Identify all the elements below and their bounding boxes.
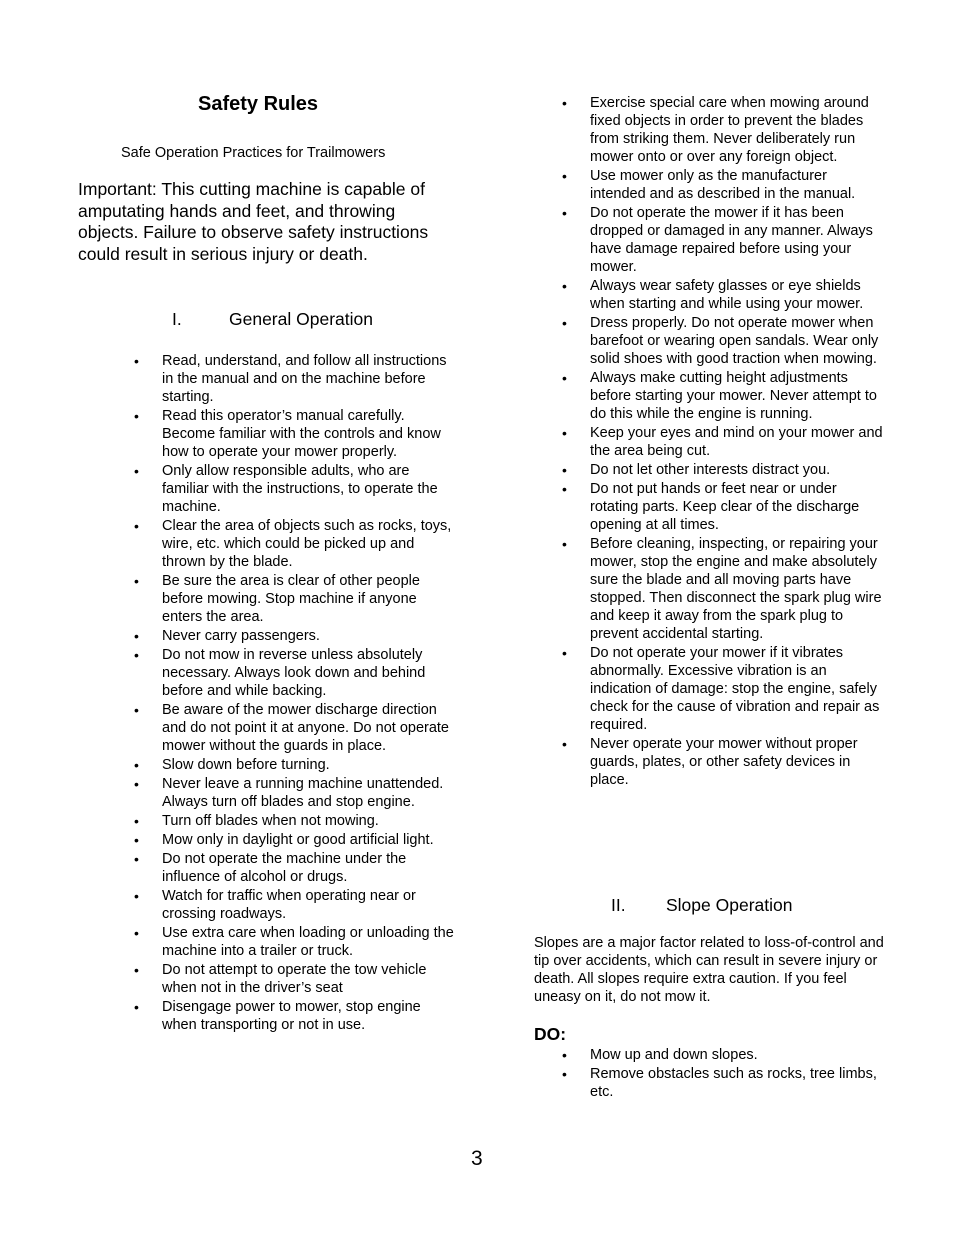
section-number: I. — [172, 309, 182, 329]
page-title: Safety Rules — [198, 93, 319, 115]
list-item-text: Remove obstacles such as rocks, tree limbs, etc. — [590, 1066, 877, 1100]
list-item — [134, 701, 454, 755]
bullet-icon: • — [562, 95, 567, 111]
list-item — [134, 812, 454, 830]
bullet-icon: • — [562, 168, 567, 184]
bullet-icon: • — [562, 1047, 567, 1063]
list-item — [134, 517, 454, 571]
bullet-icon: • — [562, 278, 567, 294]
bullet-icon: • — [562, 425, 567, 441]
list-item — [134, 924, 454, 960]
page-number: 3 — [471, 1147, 483, 1170]
list-item-text: Only allow responsible adults, who are familiar with the instructions, to operate the machine. — [162, 463, 438, 515]
list-item — [134, 998, 454, 1034]
bullet-icon: • — [562, 315, 567, 331]
do-list — [562, 1046, 884, 1102]
list-item-text: Read this operator’s manual carefully. Become familiar with the controls and know how to operate your mower properly. — [162, 408, 441, 460]
list-item — [134, 462, 454, 516]
list-item-text: Do not put hands or feet near or under rotating parts. Keep clear of the discharge opening at all times. — [590, 481, 860, 533]
list-item-text: Use mower only as the manufacturer intended and as described in the manual. — [590, 168, 856, 202]
list-item — [562, 461, 884, 479]
list-item — [134, 850, 454, 886]
slope-operation-paragraph: Slopes are a major factor related to loss-of-control and tip over accidents, which can result in severe injury or death. All slopes require extra caution. If you feel uneasy on it, do not mow it. — [534, 935, 884, 1005]
bullet-icon: • — [134, 573, 139, 589]
list-item — [134, 961, 454, 997]
list-item-text: Do not operate the machine under the influence of alcohol or drugs. — [162, 851, 407, 885]
bullet-icon: • — [134, 851, 139, 867]
bullet-icon: • — [562, 536, 567, 552]
bullet-icon: • — [562, 205, 567, 221]
section-number: II. — [611, 895, 626, 915]
list-item — [134, 887, 454, 923]
list-item-text: Always make cutting height adjustments before starting your mower. Never attempt to do this while the engine is running. — [590, 370, 877, 422]
do-heading: DO: — [534, 1024, 567, 1044]
list-item-text: Do not mow in reverse unless absolutely necessary. Always look down and behind before and while backing. — [162, 647, 426, 699]
bullet-icon: • — [562, 481, 567, 497]
bullet-icon: • — [134, 757, 139, 773]
bullet-icon: • — [134, 628, 139, 644]
list-item-text: Do not let other interests distract you. — [590, 462, 831, 478]
bullet-icon: • — [562, 645, 567, 661]
bullet-icon: • — [134, 776, 139, 792]
bullet-icon: • — [134, 518, 139, 534]
bullet-icon: • — [134, 888, 139, 904]
list-item-text: Watch for traffic when operating near or crossing roadways. — [162, 888, 416, 922]
list-item-text: Use extra care when loading or unloading the machine into a trailer or truck. — [162, 925, 454, 959]
list-item-text: Dress properly. Do not operate mower when barefoot or wearing open sandals. Wear only solid shoes with good traction when mowing. — [590, 315, 879, 367]
list-item-text: Be sure the area is clear of other people before mowing. Stop machine if anyone enters the area. — [162, 573, 420, 625]
section-title: General Operation — [229, 309, 373, 329]
list-item-text: Be aware of the mower discharge direction and do not point it at anyone. Do not operate mower without the guards in place. — [162, 702, 449, 754]
important-warning: Important: This cutting machine is capable of amputating hands and feet, and throwing objects. Failure to observe safety instructions could result in serious injury or death. — [78, 179, 429, 264]
list-item — [134, 352, 454, 406]
list-item — [562, 369, 884, 423]
list-item — [562, 480, 884, 534]
list-item — [562, 1046, 884, 1064]
bullet-icon: • — [562, 370, 567, 386]
list-item-text: Do not operate your mower if it vibrates abnormally. Excessive vibration is an indication of damage: stop the engine, safely check for the cause of vibration and repair as required. — [590, 645, 880, 733]
bullet-icon: • — [562, 736, 567, 752]
list-item-text: Exercise special care when mowing around fixed objects in order to prevent the blades from striking them. Never deliberately run mower onto or over any foreign object. — [590, 95, 869, 165]
list-item-text: Clear the area of objects such as rocks, toys, wire, etc. which could be picked up and thrown by the blade. — [162, 518, 452, 570]
list-item-text: Slow down before turning. — [162, 757, 330, 773]
list-item — [134, 756, 454, 774]
list-item — [562, 167, 884, 203]
bullet-icon: • — [562, 1066, 567, 1082]
list-item — [134, 775, 454, 811]
bullet-icon: • — [134, 353, 139, 369]
list-item — [134, 407, 454, 461]
list-item-text: Before cleaning, inspecting, or repairing your mower, stop the engine and make absolutely sure the blade and all moving parts have stopped. Then disconnect the spark plug wire and keep it away from the spark plug to prevent accidental starting. — [590, 536, 882, 642]
list-item-text: Turn off blades when not mowing. — [162, 813, 379, 829]
list-item-text: Never leave a running machine unattended. Always turn off blades and stop engine. — [162, 776, 444, 810]
list-item — [562, 644, 884, 734]
list-item-text: Never operate your mower without proper guards, plates, or other safety devices in place. — [590, 736, 858, 788]
list-item — [562, 535, 884, 643]
list-item-text: Do not operate the mower if it has been dropped or damaged in any manner. Always have damage repaired before using your mower. — [590, 205, 873, 275]
list-item — [134, 646, 454, 700]
list-item — [134, 572, 454, 626]
list-item — [562, 1065, 884, 1101]
section-title: Slope Operation — [666, 895, 793, 915]
list-item — [134, 627, 454, 645]
list-item-text: Read, understand, and follow all instructions in the manual and on the machine before starting. — [162, 353, 447, 405]
bullet-icon: • — [134, 925, 139, 941]
bullet-icon: • — [562, 462, 567, 478]
list-item-text: Do not attempt to operate the tow vehicle when not in the driver’s seat — [162, 962, 427, 996]
general-operation-list — [134, 352, 454, 1035]
list-item — [562, 94, 884, 166]
bullet-icon: • — [134, 647, 139, 663]
bullet-icon: • — [134, 702, 139, 718]
bullet-icon: • — [134, 408, 139, 424]
bullet-icon: • — [134, 832, 139, 848]
list-item — [134, 831, 454, 849]
list-item — [562, 314, 884, 368]
bullet-icon: • — [134, 999, 139, 1015]
list-item — [562, 204, 884, 276]
page-subtitle: Safe Operation Practices for Trailmowers — [121, 145, 386, 161]
bullet-icon: • — [134, 463, 139, 479]
list-item-text: Disengage power to mower, stop engine when transporting or not in use. — [162, 999, 421, 1033]
list-item-text: Mow only in daylight or good artificial light. — [162, 832, 434, 848]
list-item-text: Keep your eyes and mind on your mower and the area being cut. — [590, 425, 883, 459]
list-item — [562, 277, 884, 313]
list-item-text: Mow up and down slopes. — [590, 1047, 758, 1063]
list-item-text: Never carry passengers. — [162, 628, 320, 644]
bullet-icon: • — [134, 962, 139, 978]
general-operation-list-continued — [562, 94, 884, 790]
list-item-text: Always wear safety glasses or eye shields when starting and while using your mower. — [590, 278, 864, 312]
list-item — [562, 424, 884, 460]
list-item — [562, 735, 884, 789]
bullet-icon: • — [134, 813, 139, 829]
